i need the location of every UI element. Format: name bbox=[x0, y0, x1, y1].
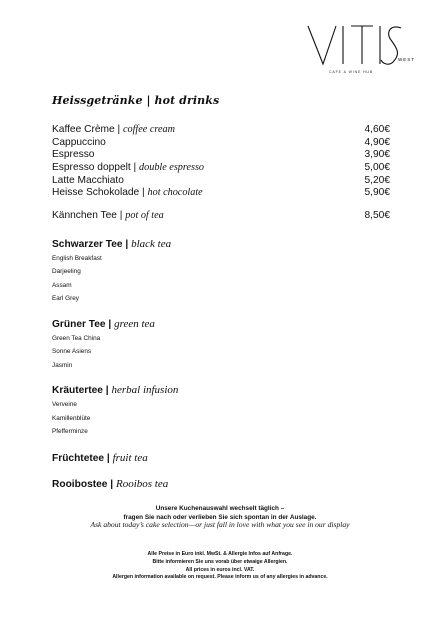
menu-item-name bbox=[52, 149, 94, 162]
logo-west-text: WEST bbox=[398, 57, 415, 62]
legal-notice bbox=[0, 551, 440, 582]
menu-item-name-de: Latte Macchiato bbox=[52, 174, 124, 186]
tea-variety-list bbox=[52, 252, 390, 306]
tea-variety: Kamillenblüte bbox=[52, 414, 91, 422]
menu-item-name-de: Espresso doppelt | bbox=[52, 162, 140, 174]
tea-variety: Verveine bbox=[52, 401, 77, 409]
tea-variety: Jasmin bbox=[52, 361, 73, 369]
tea-variety: English Breakfast bbox=[52, 254, 102, 262]
menu-item-name bbox=[52, 162, 204, 175]
menu-item-name-en: double espresso bbox=[139, 162, 205, 174]
tea-category bbox=[52, 384, 390, 397]
cake-note-english: Ask about today’s cake selection—or just fall in love with what you see in our display bbox=[90, 520, 350, 529]
tea-category bbox=[52, 318, 390, 331]
menu-item-row bbox=[52, 175, 390, 188]
menu-item-name-de: Kaffee Crème | bbox=[52, 124, 123, 135]
vitis-logo bbox=[303, 20, 415, 78]
menu-item-price: 4,60€ bbox=[364, 124, 390, 135]
tea-category bbox=[52, 478, 390, 491]
tea-category bbox=[52, 238, 390, 251]
menu-item-name-en: hot chocolate bbox=[147, 187, 203, 199]
tea-category-name-de: Früchtetee | bbox=[52, 452, 113, 464]
menu-item-row bbox=[52, 187, 390, 200]
menu-item-row bbox=[52, 124, 390, 137]
menu-item-name-de: Kännchen Tee | bbox=[52, 210, 126, 222]
tea-variety-list bbox=[52, 332, 390, 373]
menu-item-name bbox=[52, 175, 124, 188]
tea-variety: Sonne Asiens bbox=[52, 348, 92, 356]
menu-list bbox=[52, 124, 390, 491]
tea-variety: Assam bbox=[52, 281, 72, 289]
tea-category-name-de: Kräutertee | bbox=[52, 385, 112, 397]
menu-item-name bbox=[52, 124, 175, 137]
menu-item-name-en: pot of tea bbox=[125, 210, 164, 222]
tea-variety: Pfefferminze bbox=[52, 428, 88, 436]
menu-item-name-en: coffee cream bbox=[122, 124, 175, 135]
tea-variety-list bbox=[52, 398, 390, 439]
tea-category-name-de: Grüner Tee | bbox=[52, 318, 115, 330]
menu-item-price: 8,50€ bbox=[364, 210, 390, 222]
tea-category-name-en: black tea bbox=[131, 237, 172, 250]
tea-category-name-en: fruit tea bbox=[112, 451, 148, 464]
cake-note-line-1: Unsere Kuchenauswahl wechselt täglich – bbox=[155, 505, 285, 512]
tea-category-name-de: Schwarzer Tee | bbox=[52, 238, 132, 250]
menu-item-name bbox=[52, 210, 164, 223]
tea-variety: Darjeeling bbox=[52, 268, 81, 276]
menu-item-price: 5,90€ bbox=[364, 187, 390, 199]
menu-item-name bbox=[52, 187, 203, 200]
tea-category-name-en: Rooibos tea bbox=[115, 477, 169, 490]
tea-category-name-de: Rooibostee | bbox=[52, 478, 116, 490]
spacer bbox=[52, 200, 390, 210]
tea-category-name-en: herbal infusion bbox=[111, 384, 179, 397]
legal-line-2: Bitte informieren Sie uns vorab über etwaige Allergien. bbox=[152, 558, 288, 565]
menu-item-price: 4,90€ bbox=[364, 136, 390, 148]
menu-item-price: 5,00€ bbox=[364, 162, 390, 174]
tea-category bbox=[52, 452, 390, 465]
menu-item-row bbox=[52, 210, 390, 223]
cake-note-line-2: fragen Sie nach oder verlieben Sie sich spontan in der Auslage. bbox=[123, 513, 317, 521]
legal-line-4: Allergen information available on request. Please inform us of any allergies in advance. bbox=[112, 574, 328, 581]
tea-variety: Earl Grey bbox=[52, 295, 79, 303]
menu-item-name-de: Cappuccino bbox=[52, 136, 106, 148]
menu-item-price: 3,90€ bbox=[364, 149, 390, 161]
menu-item-name bbox=[52, 137, 106, 150]
menu-item-name-de: Heisse Schokolade | bbox=[52, 187, 148, 199]
legal-line-3: All prices in euros incl. VAT. bbox=[185, 566, 255, 573]
tea-category-name-en: green tea bbox=[114, 317, 155, 330]
menu-item-row bbox=[52, 162, 390, 175]
section-heading: Heissgetränke | hot drinks bbox=[52, 94, 220, 107]
legal-line-1: Alle Preise in Euro inkl. MwSt. & Allergie Infos auf Anfrage. bbox=[147, 551, 293, 557]
menu-item-price: 5,20€ bbox=[364, 174, 390, 186]
menu-item-name-de: Espresso bbox=[52, 149, 95, 161]
logo-subtitle: CAFE & WINE HUB bbox=[329, 70, 373, 74]
menu-item-row bbox=[52, 149, 390, 162]
menu-item-row bbox=[52, 137, 390, 150]
tea-variety: Green Tea China bbox=[52, 334, 101, 342]
